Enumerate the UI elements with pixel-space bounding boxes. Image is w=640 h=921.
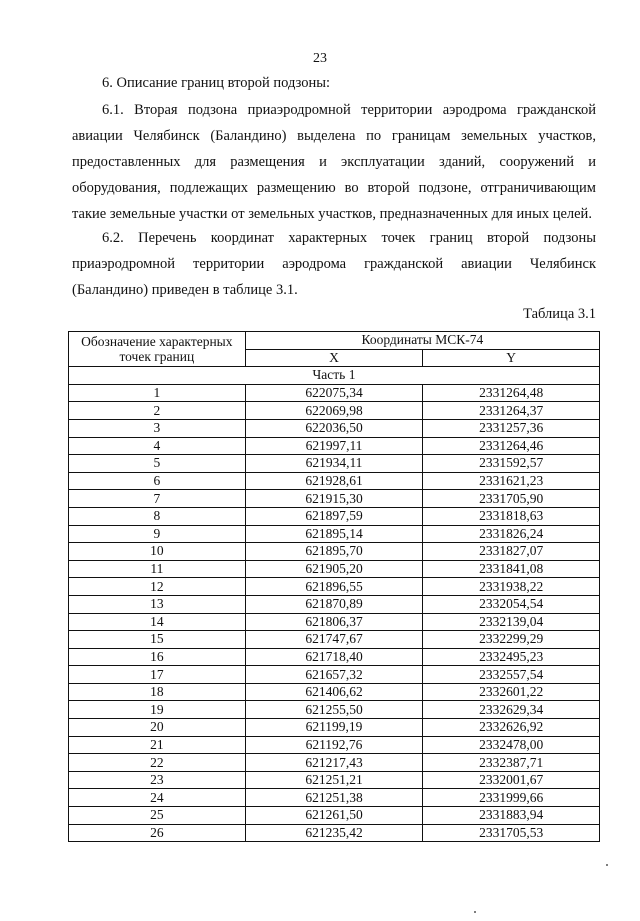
y-coordinate-cell: 2331264,37 [423, 402, 600, 420]
table-row [69, 437, 600, 455]
x-coordinate-cell: 621915,30 [245, 490, 423, 508]
point-number-cell: 7 [69, 490, 246, 508]
y-coordinate-cell: 2331621,23 [423, 472, 600, 490]
x-coordinate-cell: 621905,20 [245, 560, 423, 578]
point-number-cell: 13 [69, 595, 246, 613]
table-row [69, 719, 600, 737]
x-coordinate-cell: 621895,14 [245, 525, 423, 543]
point-number-cell: 15 [69, 631, 246, 649]
header-coordinates: Координаты МСК-74 [245, 332, 599, 350]
x-coordinate-cell: 621718,40 [245, 648, 423, 666]
point-number-cell: 3 [69, 419, 246, 437]
table-row [69, 507, 600, 525]
table-row [69, 789, 600, 807]
table-row [69, 613, 600, 631]
table-row [69, 683, 600, 701]
table-row [69, 419, 600, 437]
point-number-cell: 19 [69, 701, 246, 719]
point-number-cell: 26 [69, 824, 246, 842]
point-number-cell: 23 [69, 771, 246, 789]
x-coordinate-cell: 621251,38 [245, 789, 423, 807]
x-coordinate-cell: 621255,50 [245, 701, 423, 719]
section-heading: 6. Описание границ второй подзоны: [102, 75, 330, 91]
header-y: Y [423, 349, 600, 367]
y-coordinate-cell: 2331883,94 [423, 807, 600, 825]
point-number-cell: 12 [69, 578, 246, 596]
table-row [69, 807, 600, 825]
x-coordinate-cell: 621406,62 [245, 683, 423, 701]
point-number-cell: 2 [69, 402, 246, 420]
y-coordinate-cell: 2331705,53 [423, 824, 600, 842]
y-coordinate-cell: 2331705,90 [423, 490, 600, 508]
y-coordinate-cell: 2332139,04 [423, 613, 600, 631]
table-caption: Таблица 3.1 [523, 306, 596, 322]
x-coordinate-cell: 621928,61 [245, 472, 423, 490]
point-number-cell: 25 [69, 807, 246, 825]
point-number-cell: 17 [69, 666, 246, 684]
table-row [69, 578, 600, 596]
point-number-cell: 6 [69, 472, 246, 490]
x-coordinate-cell: 621806,37 [245, 613, 423, 631]
point-number-cell: 4 [69, 437, 246, 455]
table-row [69, 701, 600, 719]
table-row [69, 595, 600, 613]
table-row [69, 666, 600, 684]
x-coordinate-cell: 621217,43 [245, 754, 423, 772]
table-row [69, 490, 600, 508]
y-coordinate-cell: 2332054,54 [423, 595, 600, 613]
table-row [69, 525, 600, 543]
y-coordinate-cell: 2331264,48 [423, 384, 600, 402]
paragraph-6-1: 6.1. Вторая подзона приаэродромной территории аэродрома гражданской авиации Челябинск (Баландино) выделена по границам земельных участков, предоставленных для размещения и эксплуатации зданий, сооружений и оборудования, подлежащих размещению во второй подзоне, отграничивающим такие земельные участки от земельных участков, предназначенных для иных целей. [72, 102, 596, 222]
x-coordinate-cell: 621897,59 [245, 507, 423, 525]
scan-speck [606, 864, 608, 866]
section-label: Часть 1 [69, 367, 600, 385]
x-coordinate-cell: 621997,11 [245, 437, 423, 455]
x-coordinate-cell: 621747,67 [245, 631, 423, 649]
point-number-cell: 10 [69, 543, 246, 561]
table-row [69, 631, 600, 649]
point-number-cell: 20 [69, 719, 246, 737]
table-row [69, 472, 600, 490]
table-row [69, 771, 600, 789]
point-number-cell: 14 [69, 613, 246, 631]
y-coordinate-cell: 2332001,67 [423, 771, 600, 789]
coordinates-table [68, 331, 600, 842]
y-coordinate-cell: 2332387,71 [423, 754, 600, 772]
y-coordinate-cell: 2332629,34 [423, 701, 600, 719]
header-x: X [245, 349, 423, 367]
table-row [69, 736, 600, 754]
y-coordinate-cell: 2331827,07 [423, 543, 600, 561]
x-coordinate-cell: 621251,21 [245, 771, 423, 789]
y-coordinate-cell: 2331938,22 [423, 578, 600, 596]
point-number-cell: 11 [69, 560, 246, 578]
y-coordinate-cell: 2332299,29 [423, 631, 600, 649]
point-number-cell: 5 [69, 455, 246, 473]
paragraph-6-2: 6.2. Перечень координат характерных точек границ второй подзоны приаэродромной территории аэродрома гражданской авиации Челябинск (Баландино) приведен в таблице 3.1. [72, 230, 596, 298]
point-number-cell: 24 [69, 789, 246, 807]
table-row [69, 402, 600, 420]
y-coordinate-cell: 2331592,57 [423, 455, 600, 473]
table-row [69, 648, 600, 666]
table-row [69, 824, 600, 842]
x-coordinate-cell: 622069,98 [245, 402, 423, 420]
x-coordinate-cell: 621657,32 [245, 666, 423, 684]
scan-speck [474, 911, 476, 913]
point-number-cell: 16 [69, 648, 246, 666]
table-header-row [69, 332, 600, 350]
table-row [69, 384, 600, 402]
table-row [69, 560, 600, 578]
x-coordinate-cell: 621934,11 [245, 455, 423, 473]
table-row [69, 543, 600, 561]
y-coordinate-cell: 2332478,00 [423, 736, 600, 754]
y-coordinate-cell: 2331841,08 [423, 560, 600, 578]
y-coordinate-cell: 2331818,63 [423, 507, 600, 525]
table-section-row [69, 367, 600, 385]
page-number: 23 [313, 51, 327, 66]
x-coordinate-cell: 621192,76 [245, 736, 423, 754]
header-point-designation: Обозначение характерных точек границ [69, 332, 246, 367]
y-coordinate-cell: 2331999,66 [423, 789, 600, 807]
x-coordinate-cell: 621896,55 [245, 578, 423, 596]
x-coordinate-cell: 621261,50 [245, 807, 423, 825]
x-coordinate-cell: 621199,19 [245, 719, 423, 737]
point-number-cell: 18 [69, 683, 246, 701]
x-coordinate-cell: 621235,42 [245, 824, 423, 842]
x-coordinate-cell: 621895,70 [245, 543, 423, 561]
x-coordinate-cell: 622075,34 [245, 384, 423, 402]
x-coordinate-cell: 622036,50 [245, 419, 423, 437]
point-number-cell: 9 [69, 525, 246, 543]
point-number-cell: 8 [69, 507, 246, 525]
table-body [69, 367, 600, 842]
point-number-cell: 22 [69, 754, 246, 772]
y-coordinate-cell: 2332495,23 [423, 648, 600, 666]
table-row [69, 754, 600, 772]
x-coordinate-cell: 621870,89 [245, 595, 423, 613]
point-number-cell: 21 [69, 736, 246, 754]
y-coordinate-cell: 2332557,54 [423, 666, 600, 684]
table-row [69, 455, 600, 473]
y-coordinate-cell: 2332626,92 [423, 719, 600, 737]
y-coordinate-cell: 2332601,22 [423, 683, 600, 701]
y-coordinate-cell: 2331257,36 [423, 419, 600, 437]
point-number-cell: 1 [69, 384, 246, 402]
y-coordinate-cell: 2331826,24 [423, 525, 600, 543]
y-coordinate-cell: 2331264,46 [423, 437, 600, 455]
